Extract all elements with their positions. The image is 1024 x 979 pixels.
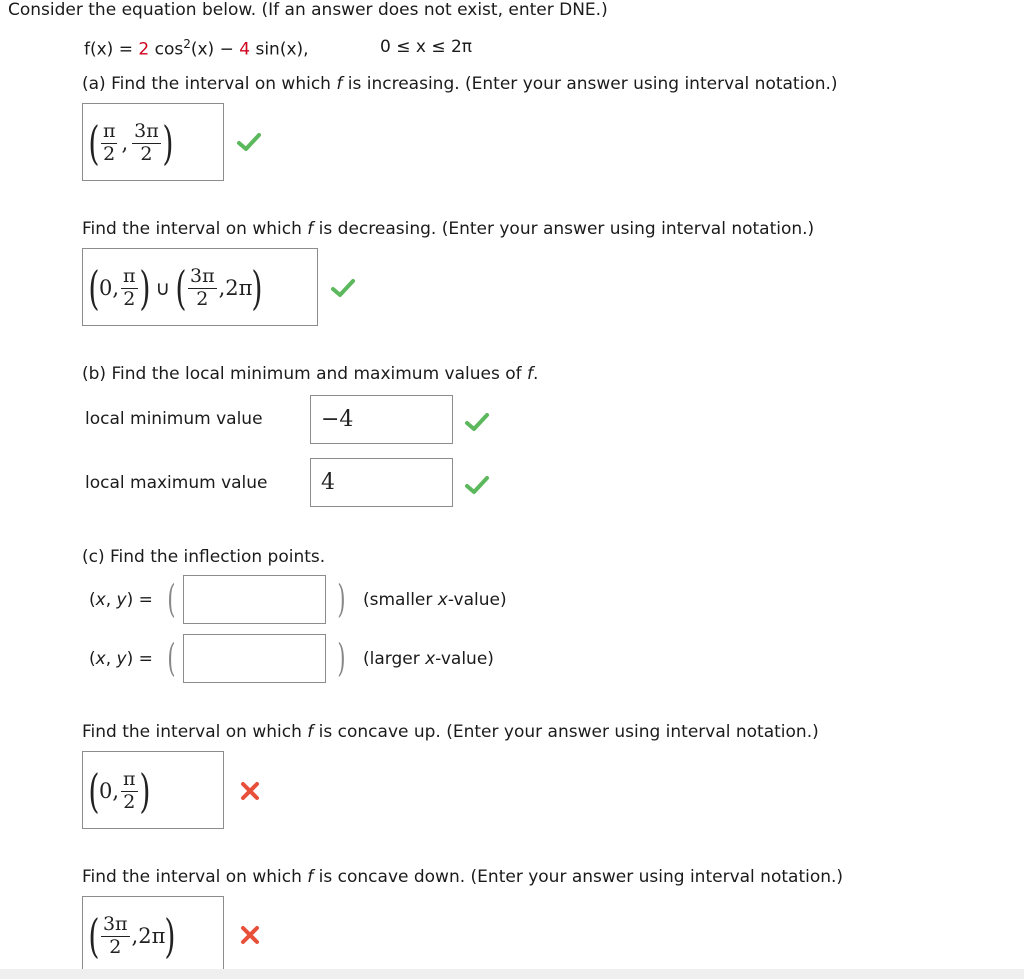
cross-icon — [237, 924, 263, 946]
equation-term1: cos — [149, 39, 184, 60]
equation-domain: 0 ≤ x ≤ 2π — [380, 37, 473, 57]
inflection-point-smaller-input[interactable] — [183, 575, 326, 624]
local-maximum-label: local maximum value — [85, 473, 268, 493]
inflection-point-label-1: (x, y) = — [89, 590, 153, 610]
question-inflection: (c) Find the inflection points. — [82, 547, 326, 567]
close-paren: ) — [337, 577, 346, 621]
close-paren: ) — [162, 116, 174, 170]
cross-icon — [237, 780, 263, 802]
equation-coef2: 4 — [239, 39, 251, 60]
fraction: $\frac{3\pi}{2}$ — [134, 119, 159, 165]
inflection-point-larger-input[interactable] — [183, 634, 326, 683]
union-symbol: ∪ — [155, 276, 171, 300]
increasing-answer-math: ( $\frac{\pi}{2}$ , $\frac{3\pi}{2}$ ) — [88, 116, 174, 170]
local-minimum-label: local minimum value — [85, 409, 263, 429]
check-icon — [236, 131, 262, 153]
check-icon — [464, 474, 490, 496]
concave-up-answer-box[interactable] — [82, 751, 224, 829]
local-maximum-input[interactable]: 4 — [310, 458, 453, 507]
fraction: $\frac{\pi}{2}$ — [102, 119, 116, 165]
inflection-point-label-2: (x, y) = — [89, 649, 153, 669]
decreasing-answer-box[interactable] — [82, 248, 318, 326]
decreasing-answer-math: ( 0, $\frac{\pi}{2}$ ) ∪ ( $\frac{3\pi}{2}$ ,2π ) — [88, 261, 264, 315]
concave-down-answer-box[interactable] — [82, 896, 224, 974]
equation — [84, 37, 309, 60]
page-bottom-bar — [0, 969, 1024, 979]
concave-down-answer-math: ( $\frac{3\pi}{2}$ ,2π ) — [88, 909, 176, 963]
question-extrema: (b) Find the local minimum and maximum values of f. — [82, 364, 539, 384]
equation-exponent: 2 — [183, 37, 191, 51]
question-decreasing: Find the interval on which f is decreasing. (Enter your answer using interval notation.) — [82, 219, 815, 239]
concave-up-answer-math: ( 0, $\frac{\pi}{2}$ ) — [88, 764, 151, 818]
question-concave-up: Find the interval on which f is concave up. (Enter your answer using interval notation.) — [82, 722, 819, 742]
equation-lhs: f(x) = — [84, 39, 139, 60]
open-paren: ( — [167, 577, 176, 621]
check-icon — [464, 411, 490, 433]
local-minimum-input[interactable]: −4 — [310, 395, 453, 444]
check-icon — [330, 277, 356, 299]
smaller-x-note: (smaller x-value) — [363, 590, 507, 610]
equation-coef1: 2 — [138, 39, 150, 60]
close-paren: ) — [337, 636, 346, 680]
equation-term2: sin(x), — [250, 39, 309, 60]
question-concave-down: Find the interval on which f is concave down. (Enter your answer using interval notation.) — [82, 867, 844, 887]
equation-term1b: (x) − — [190, 39, 240, 60]
larger-x-note: (larger x-value) — [363, 649, 494, 669]
open-paren: ( — [167, 636, 176, 680]
intro-text: Consider the equation below. (If an answer does not exist, enter DNE.) — [8, 0, 608, 20]
open-paren: ( — [88, 116, 100, 170]
increasing-answer-box[interactable] — [82, 103, 224, 181]
question-increasing: (a) Find the interval on which f is increasing. (Enter your answer using interval notation.) — [82, 74, 838, 94]
